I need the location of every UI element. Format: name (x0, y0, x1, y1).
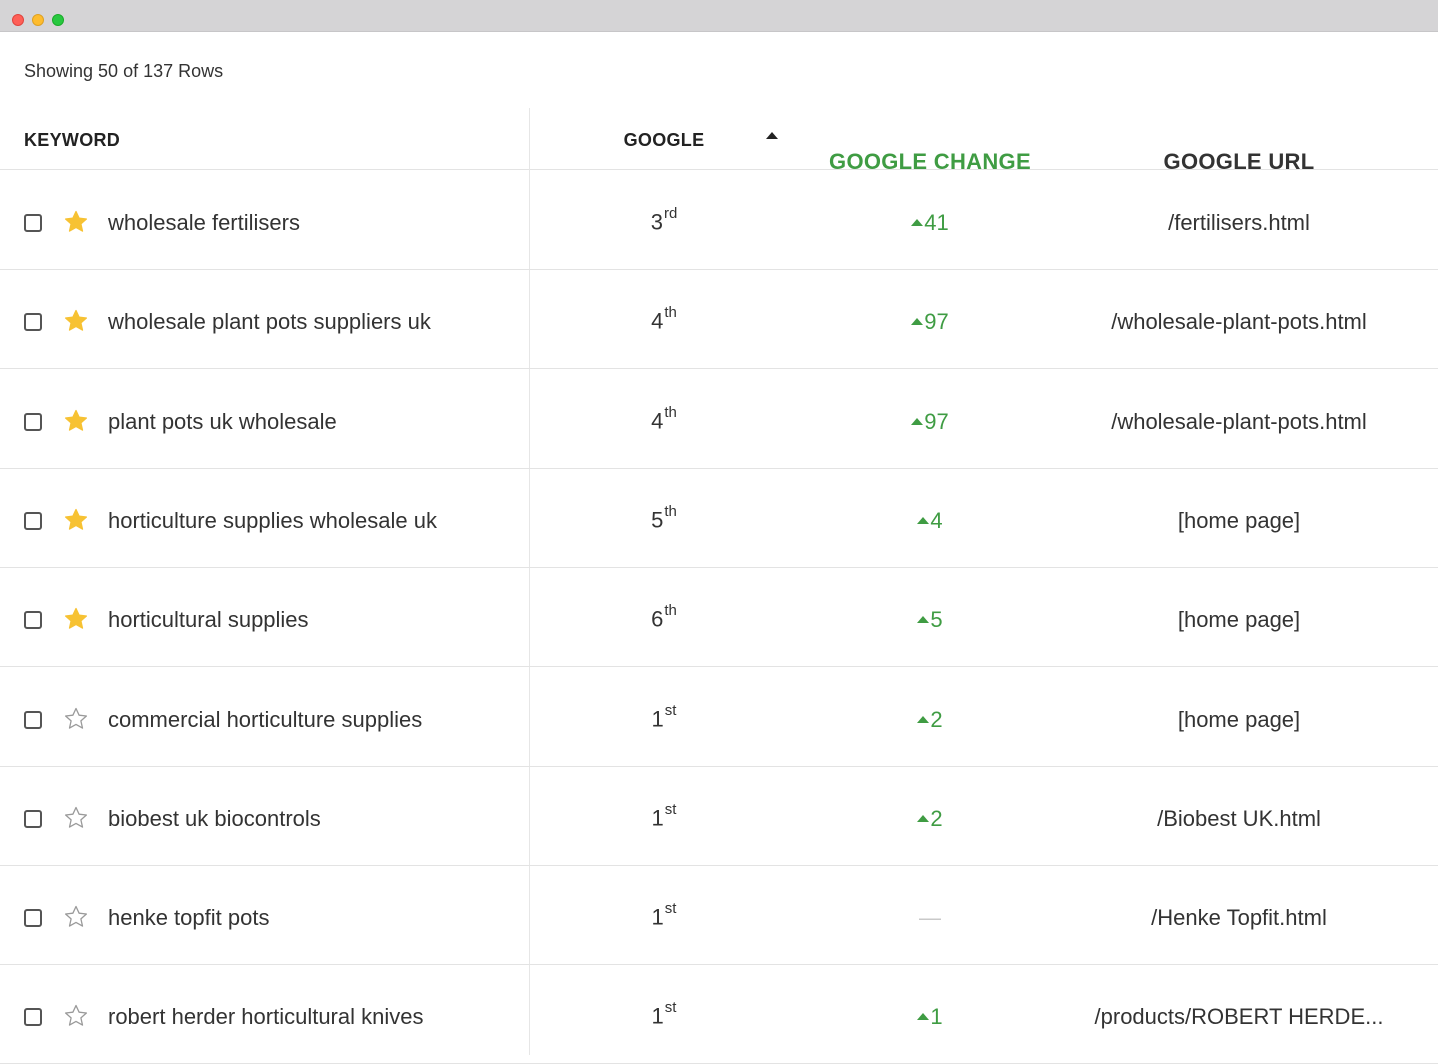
star-filled-icon[interactable] (63, 408, 89, 434)
google-url[interactable]: [home page] (1177, 607, 1301, 632)
google-url[interactable]: /products/ROBERT HERDE... (1094, 1004, 1384, 1029)
google-rank (530, 205, 798, 235)
rank-suffix: th (664, 503, 677, 520)
star-filled-icon[interactable] (63, 308, 89, 334)
keyword-text[interactable]: wholesale fertilisers (108, 210, 300, 235)
google-rank (530, 702, 798, 732)
table-header (0, 109, 1438, 174)
google-rank (530, 304, 798, 334)
row-select-checkbox[interactable] (24, 611, 42, 629)
google-url[interactable]: [home page] (1177, 707, 1301, 732)
google-url[interactable]: /fertilisers.html (1168, 210, 1310, 235)
google-url[interactable]: [home page] (1177, 508, 1301, 533)
google-change (800, 905, 1060, 931)
arrow-up-icon (917, 616, 929, 623)
rank-number: 4 (651, 308, 664, 334)
google-change (800, 806, 1060, 832)
rank-number: 3 (650, 209, 663, 235)
change-value: 1 (930, 1004, 943, 1029)
rank-suffix: th (664, 404, 677, 421)
change-value: 4 (930, 508, 943, 533)
table-row[interactable] (0, 468, 1438, 568)
google-rank (530, 999, 798, 1029)
table-row[interactable] (0, 369, 1438, 469)
column-header-google-change[interactable]: GOOGLE CHANGE (829, 149, 1031, 174)
change-value: — (919, 905, 941, 930)
arrow-up-icon (917, 517, 929, 524)
column-header-google[interactable]: GOOGLE (623, 130, 705, 150)
google-change (800, 409, 1060, 435)
keyword-text[interactable]: henke topfit pots (108, 905, 270, 930)
keyword-text[interactable]: horticulture supplies wholesale uk (108, 508, 437, 533)
rank-suffix: st (664, 900, 677, 917)
row-select-checkbox[interactable] (24, 512, 42, 530)
keyword-text[interactable]: wholesale plant pots suppliers uk (108, 309, 431, 334)
star-outline-icon[interactable] (63, 904, 89, 930)
google-rank (530, 404, 798, 434)
rank-number: 1 (651, 706, 664, 732)
change-value: 41 (924, 210, 949, 235)
sort-up-icon[interactable] (766, 132, 778, 139)
column-header-keyword[interactable]: KEYWORD (24, 130, 121, 150)
table-row[interactable] (0, 964, 1438, 1064)
google-change (800, 707, 1060, 733)
keyword-text[interactable]: biobest uk biocontrols (108, 806, 321, 831)
table-row[interactable] (0, 865, 1438, 965)
change-value: 97 (924, 309, 949, 334)
star-filled-icon[interactable] (63, 209, 89, 235)
table-row[interactable] (0, 667, 1438, 767)
row-select-checkbox[interactable] (24, 413, 42, 431)
rank-suffix: st (664, 702, 677, 719)
arrow-up-icon (917, 815, 929, 822)
rank-number: 4 (651, 408, 664, 434)
star-filled-icon[interactable] (63, 507, 89, 533)
google-url[interactable]: /Henke Topfit.html (1151, 905, 1327, 930)
keyword-text[interactable]: horticultural supplies (108, 607, 309, 632)
row-select-checkbox[interactable] (24, 711, 42, 729)
change-value: 5 (930, 607, 943, 632)
arrow-up-icon (911, 418, 923, 425)
google-change (800, 210, 1060, 236)
window-titlebar (0, 0, 1438, 32)
rank-number: 6 (651, 606, 664, 632)
change-value: 97 (924, 409, 949, 434)
row-select-checkbox[interactable] (24, 313, 42, 331)
star-filled-icon[interactable] (63, 606, 89, 632)
google-url[interactable]: /wholesale-plant-pots.html (1111, 309, 1367, 334)
arrow-up-icon (911, 219, 923, 226)
table-row[interactable] (0, 170, 1438, 270)
google-url[interactable]: /wholesale-plant-pots.html (1111, 409, 1367, 434)
arrow-up-icon (917, 1013, 929, 1020)
google-rank (530, 801, 798, 831)
rank-suffix: rd (663, 205, 678, 222)
row-select-checkbox[interactable] (24, 214, 42, 232)
google-change (800, 1004, 1060, 1030)
rank-number: 5 (651, 507, 664, 533)
change-value: 2 (930, 806, 943, 831)
change-value: 2 (930, 707, 943, 732)
keyword-text[interactable]: plant pots uk wholesale (108, 409, 337, 434)
google-change (800, 607, 1060, 633)
google-change (800, 508, 1060, 534)
rank-number: 1 (651, 1003, 664, 1029)
minimize-window-button[interactable] (32, 14, 44, 26)
rankings-panel (0, 32, 1438, 1055)
google-rank (530, 503, 798, 533)
keyword-text[interactable]: robert herder horticultural knives (108, 1004, 424, 1029)
star-outline-icon[interactable] (63, 805, 89, 831)
star-outline-icon[interactable] (63, 1003, 89, 1029)
table-row[interactable] (0, 766, 1438, 866)
google-change (800, 309, 1060, 335)
google-url[interactable]: /Biobest UK.html (1157, 806, 1321, 831)
rank-number: 1 (651, 805, 664, 831)
zoom-window-button[interactable] (52, 14, 64, 26)
rank-suffix: th (664, 304, 677, 321)
rank-suffix: st (664, 999, 677, 1016)
table-row[interactable] (0, 567, 1438, 667)
arrow-up-icon (917, 716, 929, 723)
row-select-checkbox[interactable] (24, 909, 42, 927)
keyword-text[interactable]: commercial horticulture supplies (108, 707, 423, 732)
rank-suffix: st (664, 801, 677, 818)
star-outline-icon[interactable] (63, 706, 89, 732)
google-rank (530, 900, 798, 930)
google-rank (530, 602, 798, 632)
rank-number: 1 (651, 904, 664, 930)
arrow-up-icon (911, 318, 923, 325)
column-header-google-url[interactable]: GOOGLE URL (1163, 149, 1315, 174)
row-select-checkbox[interactable] (24, 1008, 42, 1026)
close-window-button[interactable] (12, 14, 24, 26)
table-row[interactable] (0, 269, 1438, 369)
row-count-summary: Showing 50 of 137 Rows (24, 61, 224, 81)
rank-suffix: th (664, 602, 677, 619)
row-select-checkbox[interactable] (24, 810, 42, 828)
